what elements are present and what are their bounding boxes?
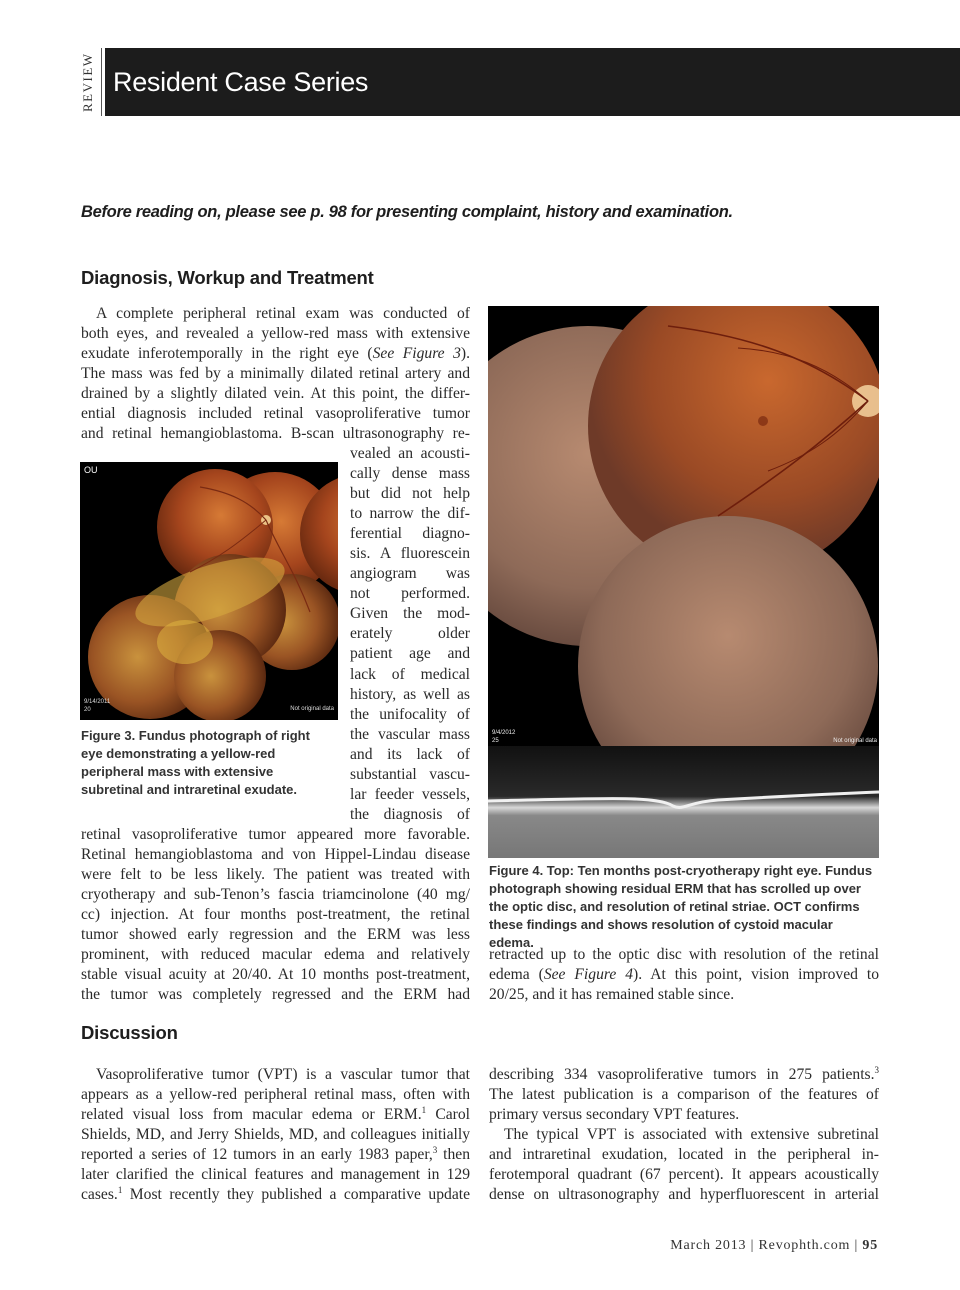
fundus-montage-image bbox=[80, 462, 338, 720]
text-line: Vasoproliferative tumor (VPT) is a vascular tumor that bbox=[96, 1066, 470, 1083]
diagnosis-heading: Diagnosis, Workup and Treatment bbox=[81, 267, 374, 288]
text-line: prominent, with reduced macular edema and relatively bbox=[81, 946, 470, 964]
text-line: but did not help bbox=[350, 485, 470, 503]
figure-4-caption: Figure 4. Top: Ten months post-cryotherapy right eye. Fundus photograph showing residual ERM that has scrolled up over the optic disc, and resolution of retinal striae. OCT confirms these findings and shows resolution of cystoid macular edema. bbox=[489, 863, 873, 950]
text-line: The latest publication is a comparison of the features of bbox=[489, 1086, 879, 1104]
page-footer bbox=[670, 1238, 878, 1254]
page-title: Resident Case Series bbox=[113, 67, 369, 97]
text-line: drained by a slightly dilated vein. At this point, the differ- bbox=[81, 385, 470, 403]
text-line: cally dense mass bbox=[350, 465, 470, 483]
discussion-right-column bbox=[489, 1065, 879, 1205]
date-stamp: 9/4/2012 bbox=[492, 730, 516, 736]
text-line: related visual loss from macular edema or ERM.$^1$ Carol bbox=[81, 1105, 470, 1124]
text-line: ferotemporal quadrant (67 percent). It appears acoustically bbox=[489, 1166, 879, 1184]
figure-3-caption: Figure 3. Fundus photograph of right eye demonstrating a yellow-red peripheral mass with extensive subretinal and intraretinal exudate. bbox=[81, 728, 310, 797]
header-divider bbox=[101, 48, 102, 116]
date-stamp: 9/14/2011 bbox=[84, 699, 111, 705]
text-line: The mass was fed by a minimally dilated retinal artery and bbox=[81, 365, 470, 383]
text-line: appears as a yellow-red peripheral retinal mass, often with bbox=[81, 1086, 470, 1104]
text-line: patient age and bbox=[350, 645, 470, 663]
text-line: edema (See Figure 4). At this point, vision improved to bbox=[489, 966, 879, 984]
text-line: the unifocality of bbox=[350, 705, 470, 723]
text-line: sis. A fluorescein bbox=[350, 545, 470, 563]
text-line: cases.$^1$ Most recently they published a comparative update bbox=[81, 1185, 470, 1204]
diagnosis-paragraph-bottom bbox=[81, 825, 470, 1005]
text-line: and its lack of bbox=[350, 745, 470, 763]
text-line: ferential diagno- bbox=[350, 525, 470, 543]
text-line: dense on ultrasonography and hyperfluorescent in arterial bbox=[489, 1186, 879, 1204]
figure-4-fundus-and-oct bbox=[488, 306, 879, 858]
text-line: lar feeder vessels, bbox=[350, 785, 470, 803]
diagnosis-paragraph-wrap bbox=[350, 444, 470, 825]
text-line: erately older bbox=[350, 625, 470, 643]
figure-3-watermark: Not original data bbox=[290, 706, 334, 712]
text-line: Shields, MD, and Jerry Shields, MD, and colleagues initially bbox=[81, 1126, 470, 1144]
text-line: angiogram was bbox=[350, 565, 470, 583]
text-line: Retinal hemangioblastoma and von Hippel-Lindau disease bbox=[81, 846, 470, 864]
discussion-left-column bbox=[81, 1065, 470, 1205]
text-line: both eyes, and revealed a yellow-red mass with extensive bbox=[81, 325, 470, 343]
page-title-bar bbox=[105, 48, 960, 116]
text-line: the tumor was completely regressed and the ERM had bbox=[81, 986, 470, 1004]
figure-4-watermark: Not original data bbox=[833, 738, 877, 744]
text-line: lack of medical bbox=[350, 665, 470, 683]
text-line: exudate inferotemporally in the right eye (See Figure 3). bbox=[81, 345, 470, 363]
text-line: stable visual acuity at 20/40. At 10 months post-treatment, bbox=[81, 966, 470, 984]
text-line: retinal vasoproliferative tumor appeared more favorable. bbox=[81, 826, 470, 843]
text-line: and intraretinal exudation, located in the peripheral in- bbox=[489, 1146, 879, 1164]
text-line: reported a series of 12 tumors in an early 1983 paper,$^3$ then bbox=[81, 1145, 470, 1164]
text-line: the vascular mass bbox=[350, 725, 470, 743]
figure-4-date-stamp bbox=[492, 729, 515, 745]
text-line: were felt to be less likely. The patient was treated with bbox=[81, 866, 470, 884]
text-line: The typical VPT is associated with extensive subretinal bbox=[504, 1126, 879, 1144]
text-line: Given the mod- bbox=[350, 605, 470, 623]
text-line: vealed an acousti- bbox=[350, 445, 470, 462]
figure-3-date-stamp bbox=[84, 698, 110, 714]
page-number: 95 bbox=[862, 1238, 878, 1253]
diagnosis-paragraph-top bbox=[81, 304, 470, 444]
date-stamp-number: 25 bbox=[492, 738, 499, 744]
text-line: to narrow the dif- bbox=[350, 505, 470, 523]
footer-issue: March 2013 | Revophth.com | bbox=[670, 1238, 863, 1253]
text-line: later clarified the clinical features and management in 129 bbox=[81, 1166, 470, 1184]
figure-3-ou-label: OU bbox=[84, 465, 98, 475]
text-line: 20/25, and it has remained stable since. bbox=[489, 986, 735, 1004]
text-line: A complete peripheral retinal exam was conducted of bbox=[96, 305, 470, 322]
discussion-heading: Discussion bbox=[81, 1022, 178, 1043]
intro-note: Before reading on, please see p. 98 for presenting complaint, history and examination. bbox=[81, 203, 733, 221]
date-stamp-number: 20 bbox=[84, 707, 91, 713]
text-line: history, as well as bbox=[350, 685, 470, 703]
text-line: and retinal hemangioblastoma. B-scan ultrasonography re- bbox=[81, 425, 470, 443]
text-line: cc) injection. At four months post-treatment, the retinal bbox=[81, 906, 470, 924]
fundus-montage-image bbox=[488, 306, 879, 858]
text-line: substantial vascu- bbox=[350, 765, 470, 783]
text-line: ential diagnosis included retinal vasoproliferative tumor bbox=[81, 405, 470, 423]
text-line: not performed. bbox=[350, 585, 470, 603]
figure-3-fundus-photo bbox=[80, 462, 338, 720]
text-line: describing 334 vasoproliferative tumors in 275 patients.$^3$ bbox=[489, 1065, 879, 1083]
text-line: retracted up to the optic disc with resolution of the retinal bbox=[489, 946, 879, 963]
section-label: REVIEW bbox=[80, 52, 95, 112]
diagnosis-paragraph-right bbox=[489, 945, 879, 1005]
text-line: tumor showed early regression and the ERM was less bbox=[81, 926, 470, 944]
text-line: cryotherapy and sub-Tenon’s fascia triamcinolone (40 mg/ bbox=[81, 886, 470, 904]
text-line: primary versus secondary VPT features. bbox=[489, 1106, 740, 1124]
text-line: the diagnosis of bbox=[350, 805, 470, 823]
